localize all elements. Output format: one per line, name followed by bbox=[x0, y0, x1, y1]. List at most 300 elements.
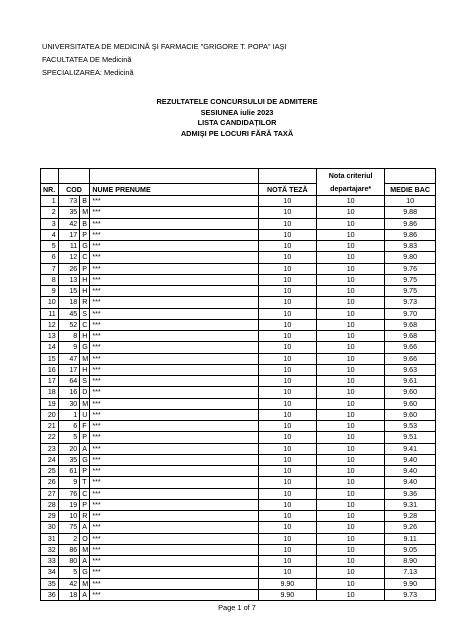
medie-bac: 9.68 bbox=[385, 319, 436, 330]
grade-criteriu: 10 bbox=[316, 454, 384, 465]
code-letter: O bbox=[80, 533, 90, 544]
medie-bac: 9.80 bbox=[385, 252, 436, 263]
code-letter: H bbox=[80, 274, 90, 285]
code-number: 61 bbox=[58, 466, 80, 477]
grade-teza: 9.90 bbox=[258, 578, 316, 589]
grade-criteriu: 10 bbox=[316, 252, 384, 263]
grade-teza: 10 bbox=[258, 207, 316, 218]
code-number: 80 bbox=[58, 556, 80, 567]
grade-criteriu: 10 bbox=[316, 567, 384, 578]
code-number: 18 bbox=[58, 589, 80, 600]
table-row bbox=[41, 274, 436, 285]
medie-bac: 9.73 bbox=[385, 589, 436, 600]
grade-teza: 10 bbox=[258, 511, 316, 522]
candidate-name: *** bbox=[90, 218, 258, 229]
code-number: 9 bbox=[58, 477, 80, 488]
grade-criteriu: 10 bbox=[316, 409, 384, 420]
table-row bbox=[41, 488, 436, 499]
code-number: 42 bbox=[58, 578, 80, 589]
medie-bac: 9.53 bbox=[385, 421, 436, 432]
grade-teza: 10 bbox=[258, 229, 316, 240]
candidate-name: *** bbox=[90, 432, 258, 443]
row-nr: 2 bbox=[41, 207, 59, 218]
table-row bbox=[41, 409, 436, 420]
medie-bac: 9.86 bbox=[385, 229, 436, 240]
table-row bbox=[41, 364, 436, 375]
code-number: 64 bbox=[58, 376, 80, 387]
medie-bac: 7.13 bbox=[385, 567, 436, 578]
candidate-name: *** bbox=[90, 398, 258, 409]
col-header-crit-line1: Nota criteriul bbox=[316, 169, 384, 184]
row-nr: 15 bbox=[41, 353, 59, 364]
table-row bbox=[41, 207, 436, 218]
grade-teza: 10 bbox=[258, 556, 316, 567]
grade-criteriu: 10 bbox=[316, 229, 384, 240]
candidate-name: *** bbox=[90, 589, 258, 600]
row-nr: 8 bbox=[41, 274, 59, 285]
grade-criteriu: 10 bbox=[316, 218, 384, 229]
code-number: 76 bbox=[58, 488, 80, 499]
university-name: UNIVERSITATEA DE MEDICINĂ ŞI FARMACIE "GRIGORE T. POPA" IAŞI bbox=[42, 42, 287, 51]
candidate-name: *** bbox=[90, 488, 258, 499]
page-number: Page 1 of 7 bbox=[218, 603, 256, 612]
code-letter: R bbox=[80, 297, 90, 308]
medie-bac: 9.61 bbox=[385, 376, 436, 387]
row-nr: 32 bbox=[41, 544, 59, 555]
code-letter: R bbox=[80, 511, 90, 522]
medie-bac: 9.26 bbox=[385, 522, 436, 533]
row-nr: 19 bbox=[41, 398, 59, 409]
grade-criteriu: 10 bbox=[316, 398, 384, 409]
row-nr: 23 bbox=[41, 443, 59, 454]
medie-bac: 9.66 bbox=[385, 342, 436, 353]
table-row bbox=[41, 454, 436, 465]
grade-criteriu: 10 bbox=[316, 196, 384, 207]
grade-criteriu: 10 bbox=[316, 533, 384, 544]
medie-bac: 9.40 bbox=[385, 454, 436, 465]
code-number: 1 bbox=[58, 409, 80, 420]
admitted-title: ADMIŞI PE LOCURI FĂRĂ TAXĂ bbox=[180, 128, 294, 138]
grade-teza: 10 bbox=[258, 263, 316, 274]
row-nr: 1 bbox=[41, 196, 59, 207]
medie-bac: 9.60 bbox=[385, 409, 436, 420]
grade-teza: 10 bbox=[258, 364, 316, 375]
table-row bbox=[41, 252, 436, 263]
code-number: 2 bbox=[58, 533, 80, 544]
grade-teza: 10 bbox=[258, 466, 316, 477]
document-header bbox=[42, 40, 287, 79]
code-letter: A bbox=[80, 556, 90, 567]
code-letter: C bbox=[80, 252, 90, 263]
row-nr: 21 bbox=[41, 421, 59, 432]
grade-teza: 10 bbox=[258, 196, 316, 207]
code-number: 17 bbox=[58, 364, 80, 375]
candidate-name: *** bbox=[90, 387, 258, 398]
medie-bac: 9.40 bbox=[385, 466, 436, 477]
code-letter: P bbox=[80, 263, 90, 274]
grade-criteriu: 10 bbox=[316, 387, 384, 398]
row-nr: 16 bbox=[41, 364, 59, 375]
candidate-name: *** bbox=[90, 331, 258, 342]
code-number: 5 bbox=[58, 567, 80, 578]
candidate-name: *** bbox=[90, 241, 258, 252]
row-nr: 7 bbox=[41, 263, 59, 274]
row-nr: 26 bbox=[41, 477, 59, 488]
code-letter: C bbox=[80, 319, 90, 330]
candidate-name: *** bbox=[90, 477, 258, 488]
grade-criteriu: 10 bbox=[316, 511, 384, 522]
grade-criteriu: 10 bbox=[316, 477, 384, 488]
row-nr: 29 bbox=[41, 511, 59, 522]
grade-criteriu: 10 bbox=[316, 364, 384, 375]
code-number: 75 bbox=[58, 522, 80, 533]
grade-teza: 10 bbox=[258, 252, 316, 263]
code-number: 10 bbox=[58, 511, 80, 522]
grade-teza: 10 bbox=[258, 432, 316, 443]
grade-criteriu: 10 bbox=[316, 342, 384, 353]
code-letter: S bbox=[80, 376, 90, 387]
row-nr: 3 bbox=[41, 218, 59, 229]
table-row bbox=[41, 522, 436, 533]
code-letter: M bbox=[80, 578, 90, 589]
candidate-name: *** bbox=[90, 443, 258, 454]
medie-bac: 9.31 bbox=[385, 499, 436, 510]
candidate-name: *** bbox=[90, 533, 258, 544]
col-header-name: NUME PRENUME bbox=[90, 184, 258, 196]
row-nr: 5 bbox=[41, 241, 59, 252]
grade-teza: 10 bbox=[258, 319, 316, 330]
grade-teza: 10 bbox=[258, 297, 316, 308]
candidate-name: *** bbox=[90, 567, 258, 578]
medie-bac: 9.63 bbox=[385, 364, 436, 375]
code-number: 19 bbox=[58, 499, 80, 510]
medie-bac: 9.41 bbox=[385, 443, 436, 454]
candidate-name: *** bbox=[90, 229, 258, 240]
candidate-name: *** bbox=[90, 196, 258, 207]
medie-bac: 9.75 bbox=[385, 286, 436, 297]
medie-bac: 9.60 bbox=[385, 387, 436, 398]
candidate-name: *** bbox=[90, 286, 258, 297]
grade-teza: 10 bbox=[258, 387, 316, 398]
list-title: LISTA CANDIDAȚILOR bbox=[197, 118, 277, 127]
grade-criteriu: 10 bbox=[316, 308, 384, 319]
table-row bbox=[41, 331, 436, 342]
code-letter: T bbox=[80, 477, 90, 488]
specialization: SPECIALIZAREA: Medicină bbox=[42, 68, 134, 77]
table-row bbox=[41, 196, 436, 207]
table-body bbox=[41, 196, 436, 601]
row-nr: 36 bbox=[41, 589, 59, 600]
results-title: REZULTATELE CONCURSULUI DE ADMITERE bbox=[156, 97, 318, 106]
code-number: 13 bbox=[58, 274, 80, 285]
medie-bac: 9.88 bbox=[385, 207, 436, 218]
candidate-name: *** bbox=[90, 556, 258, 567]
candidate-name: *** bbox=[90, 297, 258, 308]
grade-teza: 10 bbox=[258, 353, 316, 364]
code-number: 20 bbox=[58, 443, 80, 454]
row-nr: 28 bbox=[41, 499, 59, 510]
code-number: 26 bbox=[58, 263, 80, 274]
table-row bbox=[41, 286, 436, 297]
row-nr: 4 bbox=[41, 229, 59, 240]
grade-criteriu: 10 bbox=[316, 578, 384, 589]
code-letter: M bbox=[80, 398, 90, 409]
table-row bbox=[41, 578, 436, 589]
table-row bbox=[41, 229, 436, 240]
code-letter: F bbox=[80, 421, 90, 432]
grade-teza: 10 bbox=[258, 533, 316, 544]
medie-bac: 9.66 bbox=[385, 353, 436, 364]
code-number: 35 bbox=[58, 207, 80, 218]
grade-teza: 10 bbox=[258, 499, 316, 510]
candidate-name: *** bbox=[90, 308, 258, 319]
code-letter: G bbox=[80, 342, 90, 353]
table-row bbox=[41, 353, 436, 364]
grade-criteriu: 10 bbox=[316, 263, 384, 274]
grade-criteriu: 10 bbox=[316, 589, 384, 600]
code-letter: B bbox=[80, 218, 90, 229]
table-row bbox=[41, 443, 436, 454]
table-row bbox=[41, 421, 436, 432]
grade-criteriu: 10 bbox=[316, 556, 384, 567]
col-header-nr: NR. bbox=[41, 184, 59, 196]
row-nr: 6 bbox=[41, 252, 59, 263]
row-nr: 9 bbox=[41, 286, 59, 297]
grade-teza: 10 bbox=[258, 544, 316, 555]
candidate-name: *** bbox=[90, 274, 258, 285]
table-row bbox=[41, 533, 436, 544]
candidate-name: *** bbox=[90, 421, 258, 432]
grade-teza: 10 bbox=[258, 488, 316, 499]
medie-bac: 9.76 bbox=[385, 263, 436, 274]
session-title: SESIUNEA iulie 2023 bbox=[200, 107, 274, 117]
grade-teza: 10 bbox=[258, 454, 316, 465]
medie-bac: 9.70 bbox=[385, 308, 436, 319]
grade-teza: 10 bbox=[258, 241, 316, 252]
grade-criteriu: 10 bbox=[316, 207, 384, 218]
table-row bbox=[41, 319, 436, 330]
candidates-table bbox=[40, 168, 436, 601]
code-letter: H bbox=[80, 331, 90, 342]
medie-bac: 9.68 bbox=[385, 331, 436, 342]
row-nr: 30 bbox=[41, 522, 59, 533]
row-nr: 12 bbox=[41, 319, 59, 330]
code-letter: G bbox=[80, 241, 90, 252]
grade-teza: 10 bbox=[258, 331, 316, 342]
row-nr: 27 bbox=[41, 488, 59, 499]
code-number: 12 bbox=[58, 252, 80, 263]
document-titles bbox=[0, 97, 474, 139]
medie-bac: 10 bbox=[385, 196, 436, 207]
code-number: 52 bbox=[58, 319, 80, 330]
grade-teza: 9.90 bbox=[258, 589, 316, 600]
row-nr: 34 bbox=[41, 567, 59, 578]
code-number: 86 bbox=[58, 544, 80, 555]
medie-bac: 9.75 bbox=[385, 274, 436, 285]
grade-teza: 10 bbox=[258, 409, 316, 420]
code-number: 45 bbox=[58, 308, 80, 319]
table-row bbox=[41, 218, 436, 229]
grade-teza: 10 bbox=[258, 421, 316, 432]
table-row bbox=[41, 342, 436, 353]
row-nr: 14 bbox=[41, 342, 59, 353]
grade-criteriu: 10 bbox=[316, 466, 384, 477]
row-nr: 11 bbox=[41, 308, 59, 319]
row-nr: 33 bbox=[41, 556, 59, 567]
table-row bbox=[41, 297, 436, 308]
grade-criteriu: 10 bbox=[316, 241, 384, 252]
grade-teza: 10 bbox=[258, 342, 316, 353]
grade-criteriu: 10 bbox=[316, 443, 384, 454]
table-row bbox=[41, 241, 436, 252]
candidate-name: *** bbox=[90, 353, 258, 364]
grade-criteriu: 10 bbox=[316, 297, 384, 308]
table-row bbox=[41, 263, 436, 274]
medie-bac: 8.90 bbox=[385, 556, 436, 567]
table-row bbox=[41, 376, 436, 387]
medie-bac: 9.90 bbox=[385, 578, 436, 589]
candidate-name: *** bbox=[90, 499, 258, 510]
candidate-name: *** bbox=[90, 466, 258, 477]
code-letter: P bbox=[80, 466, 90, 477]
code-letter: P bbox=[80, 499, 90, 510]
medie-bac: 9.40 bbox=[385, 477, 436, 488]
code-number: 6 bbox=[58, 421, 80, 432]
code-number: 9 bbox=[58, 342, 80, 353]
table-row bbox=[41, 477, 436, 488]
table-row bbox=[41, 544, 436, 555]
grade-criteriu: 10 bbox=[316, 522, 384, 533]
grade-criteriu: 10 bbox=[316, 488, 384, 499]
code-number: 15 bbox=[58, 286, 80, 297]
code-letter: B bbox=[80, 196, 90, 207]
code-number: 42 bbox=[58, 218, 80, 229]
grade-teza: 10 bbox=[258, 308, 316, 319]
medie-bac: 9.86 bbox=[385, 218, 436, 229]
table-row bbox=[41, 567, 436, 578]
grade-teza: 10 bbox=[258, 443, 316, 454]
candidate-name: *** bbox=[90, 364, 258, 375]
code-number: 5 bbox=[58, 432, 80, 443]
grade-criteriu: 10 bbox=[316, 274, 384, 285]
code-number: 73 bbox=[58, 196, 80, 207]
medie-bac: 9.60 bbox=[385, 398, 436, 409]
row-nr: 22 bbox=[41, 432, 59, 443]
candidate-name: *** bbox=[90, 207, 258, 218]
row-nr: 18 bbox=[41, 387, 59, 398]
code-number: 18 bbox=[58, 297, 80, 308]
code-letter: U bbox=[80, 409, 90, 420]
code-number: 11 bbox=[58, 241, 80, 252]
row-nr: 24 bbox=[41, 454, 59, 465]
grade-teza: 10 bbox=[258, 286, 316, 297]
code-letter: D bbox=[80, 387, 90, 398]
grade-criteriu: 10 bbox=[316, 499, 384, 510]
candidate-name: *** bbox=[90, 319, 258, 330]
table-row bbox=[41, 499, 436, 510]
code-letter: S bbox=[80, 308, 90, 319]
code-letter: P bbox=[80, 229, 90, 240]
row-nr: 17 bbox=[41, 376, 59, 387]
code-letter: H bbox=[80, 286, 90, 297]
table-row bbox=[41, 387, 436, 398]
code-letter: M bbox=[80, 207, 90, 218]
row-nr: 35 bbox=[41, 578, 59, 589]
grade-criteriu: 10 bbox=[316, 376, 384, 387]
code-letter: G bbox=[80, 454, 90, 465]
medie-bac: 9.28 bbox=[385, 511, 436, 522]
candidate-name: *** bbox=[90, 544, 258, 555]
medie-bac: 9.05 bbox=[385, 544, 436, 555]
row-nr: 25 bbox=[41, 466, 59, 477]
candidate-name: *** bbox=[90, 342, 258, 353]
code-number: 35 bbox=[58, 454, 80, 465]
table-row bbox=[41, 308, 436, 319]
code-number: 8 bbox=[58, 331, 80, 342]
code-letter: A bbox=[80, 522, 90, 533]
code-letter: P bbox=[80, 432, 90, 443]
candidate-name: *** bbox=[90, 578, 258, 589]
grade-criteriu: 10 bbox=[316, 421, 384, 432]
table-row bbox=[41, 511, 436, 522]
grade-teza: 10 bbox=[258, 274, 316, 285]
candidate-name: *** bbox=[90, 263, 258, 274]
grade-teza: 10 bbox=[258, 218, 316, 229]
code-letter: M bbox=[80, 544, 90, 555]
grade-teza: 10 bbox=[258, 398, 316, 409]
grade-teza: 10 bbox=[258, 567, 316, 578]
code-number: 17 bbox=[58, 229, 80, 240]
candidate-name: *** bbox=[90, 252, 258, 263]
row-nr: 13 bbox=[41, 331, 59, 342]
row-nr: 31 bbox=[41, 533, 59, 544]
medie-bac: 9.73 bbox=[385, 297, 436, 308]
code-letter: A bbox=[80, 589, 90, 600]
grade-teza: 10 bbox=[258, 376, 316, 387]
table-row bbox=[41, 432, 436, 443]
faculty-name: FACULTATEA DE Medicină bbox=[42, 55, 132, 64]
table-row bbox=[41, 556, 436, 567]
code-letter: M bbox=[80, 353, 90, 364]
row-nr: 10 bbox=[41, 297, 59, 308]
code-number: 47 bbox=[58, 353, 80, 364]
code-letter: G bbox=[80, 567, 90, 578]
medie-bac: 9.11 bbox=[385, 533, 436, 544]
grade-criteriu: 10 bbox=[316, 353, 384, 364]
grade-criteriu: 10 bbox=[316, 319, 384, 330]
code-number: 30 bbox=[58, 398, 80, 409]
col-header-cod: COD bbox=[58, 184, 90, 196]
medie-bac: 9.83 bbox=[385, 241, 436, 252]
grade-criteriu: 10 bbox=[316, 544, 384, 555]
medie-bac: 9.51 bbox=[385, 432, 436, 443]
candidate-name: *** bbox=[90, 409, 258, 420]
candidate-name: *** bbox=[90, 454, 258, 465]
col-header-teza: NOTĂ TEZĂ bbox=[258, 184, 316, 196]
grade-criteriu: 10 bbox=[316, 432, 384, 443]
candidate-name: *** bbox=[90, 511, 258, 522]
col-header-crit-line2: departajare* bbox=[316, 184, 384, 196]
code-letter: H bbox=[80, 364, 90, 375]
code-number: 16 bbox=[58, 387, 80, 398]
grade-criteriu: 10 bbox=[316, 286, 384, 297]
code-letter: C bbox=[80, 488, 90, 499]
candidate-name: *** bbox=[90, 376, 258, 387]
row-nr: 20 bbox=[41, 409, 59, 420]
candidate-name: *** bbox=[90, 522, 258, 533]
grade-teza: 10 bbox=[258, 522, 316, 533]
grade-teza: 10 bbox=[258, 477, 316, 488]
